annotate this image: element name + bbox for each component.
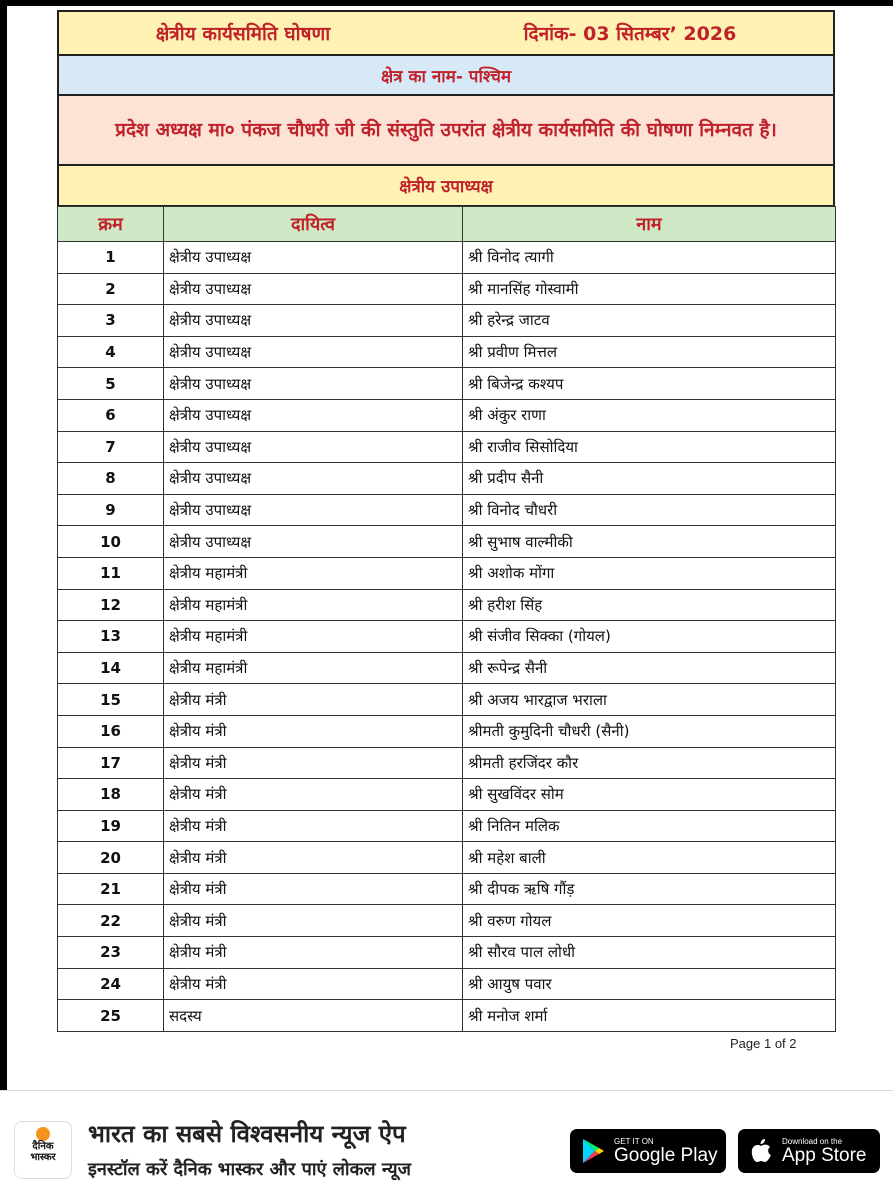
name-cell: श्री अशोक मोंगा <box>463 557 836 589</box>
serial-cell: 12 <box>58 589 164 621</box>
table-row <box>58 715 836 747</box>
dainik-bhaskar-logo[interactable] <box>14 1121 72 1179</box>
name-cell: श्री हरेन्द्र जाटव <box>463 305 836 337</box>
table-row <box>58 621 836 653</box>
google-play-small-text: GET IT ON <box>614 1137 654 1146</box>
serial-cell: 15 <box>58 684 164 716</box>
table-row <box>58 905 836 937</box>
table-row <box>58 368 836 400</box>
name-cell: श्री मनोज शर्मा <box>463 1000 836 1032</box>
left-border <box>0 0 7 1090</box>
role-cell: क्षेत्रीय उपाध्यक्ष <box>164 494 463 526</box>
table-row <box>58 873 836 905</box>
table-row <box>58 336 836 368</box>
serial-cell: 14 <box>58 652 164 684</box>
section-title: क्षेत्रीय उपाध्यक्ष <box>399 177 493 197</box>
app-store-button[interactable] <box>738 1129 880 1173</box>
app-store-big-text: App Store <box>782 1145 867 1166</box>
serial-cell: 8 <box>58 463 164 495</box>
name-cell: श्री अंकुर राणा <box>463 399 836 431</box>
name-cell: श्री राजीव सिसोदिया <box>463 431 836 463</box>
table-row <box>58 1000 836 1032</box>
top-border <box>0 0 893 6</box>
table-row <box>58 842 836 874</box>
role-cell: क्षेत्रीय मंत्री <box>164 937 463 969</box>
role-cell: क्षेत्रीय मंत्री <box>164 779 463 811</box>
role-cell: क्षेत्रीय मंत्री <box>164 747 463 779</box>
table-header-row <box>58 207 836 242</box>
table-row <box>58 557 836 589</box>
google-play-icon <box>578 1138 608 1164</box>
role-cell: क्षेत्रीय उपाध्यक्ष <box>164 463 463 495</box>
serial-cell: 7 <box>58 431 164 463</box>
promo-tagline: भारत का सबसे विश्वसनीय न्यूज ऐप <box>88 1120 406 1148</box>
table-row <box>58 273 836 305</box>
role-cell: क्षेत्रीय उपाध्यक्ष <box>164 368 463 400</box>
region-name: क्षेत्र का नाम- पश्चिम <box>380 66 512 87</box>
column-header-name: नाम <box>463 207 836 242</box>
section-band <box>57 164 835 206</box>
title-band <box>57 10 835 54</box>
table-row <box>58 684 836 716</box>
serial-cell: 2 <box>58 273 164 305</box>
name-cell: श्री दीपक ऋषि गौंड़ <box>463 873 836 905</box>
role-cell: क्षेत्रीय उपाध्यक्ष <box>164 399 463 431</box>
table-row <box>58 242 836 274</box>
role-cell: क्षेत्रीय उपाध्यक्ष <box>164 305 463 337</box>
name-cell: श्री प्रदीप सैनी <box>463 463 836 495</box>
role-cell: क्षेत्रीय मंत्री <box>164 842 463 874</box>
logo-text-line2: भास्कर <box>30 1151 56 1163</box>
serial-cell: 3 <box>58 305 164 337</box>
role-cell: क्षेत्रीय उपाध्यक्ष <box>164 273 463 305</box>
name-cell: श्री रूपेन्द्र सैनी <box>463 652 836 684</box>
serial-cell: 23 <box>58 937 164 969</box>
table-row <box>58 494 836 526</box>
name-cell: श्रीमती हरजिंदर कौर <box>463 747 836 779</box>
serial-cell: 1 <box>58 242 164 274</box>
role-cell: क्षेत्रीय मंत्री <box>164 810 463 842</box>
name-cell: श्री संजीव सिक्का (गोयल) <box>463 621 836 653</box>
document-date: दिनांक- 03 सितम्बर’ 2026 <box>523 23 737 45</box>
serial-cell: 24 <box>58 968 164 1000</box>
google-play-big-text: Google Play <box>614 1145 718 1166</box>
role-cell: क्षेत्रीय महामंत्री <box>164 589 463 621</box>
table-row <box>58 305 836 337</box>
role-cell: क्षेत्रीय उपाध्यक्ष <box>164 336 463 368</box>
name-cell: श्री बिजेन्द्र कश्यप <box>463 368 836 400</box>
announcement-document <box>57 10 835 1032</box>
promo-subline: इनस्टॉल करें दैनिक भास्कर और पाएं लोकल न्यूज <box>88 1159 411 1180</box>
column-header-role: दायित्व <box>164 207 463 242</box>
name-cell: श्री महेश बाली <box>463 842 836 874</box>
role-cell: क्षेत्रीय मंत्री <box>164 873 463 905</box>
table-row <box>58 526 836 558</box>
table-body <box>58 242 836 1032</box>
name-cell: श्री विनोद चौधरी <box>463 494 836 526</box>
role-cell: क्षेत्रीय मंत्री <box>164 684 463 716</box>
intro-text: प्रदेश अध्यक्ष मा० पंकज चौधरी जी की संस्तुति उपरांत क्षेत्रीय कार्यसमिति की घोषणा निम्नवत है। <box>115 118 777 141</box>
document-title: क्षेत्रीय कार्यसमिति घोषणा <box>155 23 331 45</box>
serial-cell: 25 <box>58 1000 164 1032</box>
serial-cell: 16 <box>58 715 164 747</box>
intro-band <box>57 94 835 164</box>
table-row <box>58 937 836 969</box>
serial-cell: 4 <box>58 336 164 368</box>
name-cell: श्री सुभाष वाल्मीकी <box>463 526 836 558</box>
serial-cell: 11 <box>58 557 164 589</box>
region-band <box>57 54 835 94</box>
table-row <box>58 399 836 431</box>
role-cell: क्षेत्रीय महामंत्री <box>164 621 463 653</box>
logo-text-line1: दैनिक <box>32 1141 54 1152</box>
app-store-small-text: Download on the <box>782 1137 843 1146</box>
members-table <box>57 206 836 1032</box>
table-row <box>58 747 836 779</box>
page-indicator: Page 1 of 2 <box>730 1036 797 1051</box>
serial-cell: 6 <box>58 399 164 431</box>
name-cell: श्री मानसिंह गोस्वामी <box>463 273 836 305</box>
table-row <box>58 968 836 1000</box>
role-cell: क्षेत्रीय उपाध्यक्ष <box>164 526 463 558</box>
serial-cell: 19 <box>58 810 164 842</box>
name-cell: श्री सौरव पाल लोधी <box>463 937 836 969</box>
role-cell: क्षेत्रीय महामंत्री <box>164 652 463 684</box>
table-row <box>58 431 836 463</box>
google-play-button[interactable] <box>570 1129 726 1173</box>
table-row <box>58 810 836 842</box>
name-cell: श्री प्रवीण मित्तल <box>463 336 836 368</box>
name-cell: श्री नितिन मलिक <box>463 810 836 842</box>
name-cell: श्रीमती कुमुदिनी चौधरी (सैनी) <box>463 715 836 747</box>
name-cell: श्री आयुष पवार <box>463 968 836 1000</box>
serial-cell: 17 <box>58 747 164 779</box>
serial-cell: 10 <box>58 526 164 558</box>
table-row <box>58 463 836 495</box>
serial-cell: 13 <box>58 621 164 653</box>
table-row <box>58 779 836 811</box>
role-cell: क्षेत्रीय मंत्री <box>164 968 463 1000</box>
role-cell: क्षेत्रीय महामंत्री <box>164 557 463 589</box>
column-header-serial: क्रम <box>58 207 164 242</box>
table-row <box>58 652 836 684</box>
app-promo-footer <box>0 1090 893 1201</box>
role-cell: क्षेत्रीय मंत्री <box>164 715 463 747</box>
role-cell: क्षेत्रीय उपाध्यक्ष <box>164 431 463 463</box>
apple-icon <box>746 1138 776 1164</box>
role-cell: क्षेत्रीय उपाध्यक्ष <box>164 242 463 274</box>
name-cell: श्री अजय भारद्वाज भराला <box>463 684 836 716</box>
serial-cell: 18 <box>58 779 164 811</box>
name-cell: श्री सुखविंदर सोम <box>463 779 836 811</box>
table-row <box>58 589 836 621</box>
serial-cell: 9 <box>58 494 164 526</box>
serial-cell: 20 <box>58 842 164 874</box>
serial-cell: 21 <box>58 873 164 905</box>
role-cell: सदस्य <box>164 1000 463 1032</box>
serial-cell: 22 <box>58 905 164 937</box>
name-cell: श्री विनोद त्यागी <box>463 242 836 274</box>
name-cell: श्री वरुण गोयल <box>463 905 836 937</box>
serial-cell: 5 <box>58 368 164 400</box>
sun-icon <box>36 1127 50 1141</box>
name-cell: श्री हरीश सिंह <box>463 589 836 621</box>
role-cell: क्षेत्रीय मंत्री <box>164 905 463 937</box>
